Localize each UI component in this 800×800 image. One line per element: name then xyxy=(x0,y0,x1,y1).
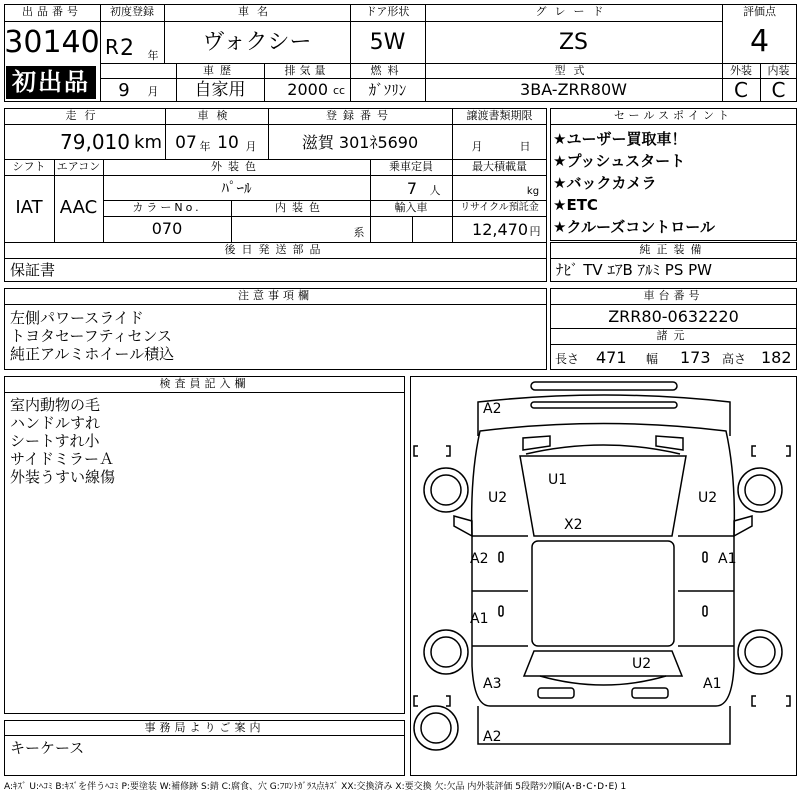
shipping-value: 保証書 xyxy=(10,261,56,279)
fuel-label: 燃料 xyxy=(370,64,405,77)
mark-hood: U1 xyxy=(548,472,568,488)
transfer-month-unit: 月 xyxy=(471,140,483,153)
plate-number: 滋賀 301ﾈ5690 xyxy=(301,133,419,152)
car-name-label: 車名 xyxy=(238,5,276,18)
import-label: 輸入車 xyxy=(394,201,428,214)
ac-label: エアコン xyxy=(56,160,101,173)
fuel: ｶﾞｿﾘﾝ xyxy=(368,81,407,99)
shift: IAT xyxy=(15,197,43,218)
ac: AAC xyxy=(59,197,98,218)
mark-left-front-door: A2 xyxy=(470,551,489,567)
shipping-label: 後日発送部品 xyxy=(224,243,327,256)
model-label: 型式 xyxy=(554,64,593,77)
mark-left-quarter: A3 xyxy=(483,676,502,692)
grade-label: グレード xyxy=(535,5,612,18)
notes-list xyxy=(10,309,174,363)
height-value: 182 xyxy=(761,348,792,367)
mileage-label: 走行 xyxy=(65,109,104,122)
registration-month: 9 xyxy=(118,80,130,101)
inspection-year-unit: 年 xyxy=(199,140,211,153)
displacement: 2000 xyxy=(287,80,328,99)
mark-roof-rear: U2 xyxy=(632,656,652,672)
era-letter: R xyxy=(105,35,119,59)
plate-label: 登録番号 xyxy=(326,109,394,122)
notes-label: 注意事項欄 xyxy=(238,289,313,302)
transfer-deadline-label: 譲渡書類期限 xyxy=(466,109,533,122)
month-unit: 月 xyxy=(147,85,159,98)
inspector-label: 検査員記入欄 xyxy=(159,377,250,390)
door-type: 5W xyxy=(369,30,406,55)
sales-points-list xyxy=(553,128,715,238)
capacity-unit: 人 xyxy=(429,184,441,197)
displacement-unit: cc xyxy=(332,84,346,97)
model-code: 3BA-ZRR80W xyxy=(520,80,627,99)
interior-label: 内装 xyxy=(767,64,790,77)
mark-right-front-fender: U2 xyxy=(698,490,718,506)
office-label: 事務局よりご案内 xyxy=(144,721,265,734)
sales-point-item: ★バックカメラ xyxy=(553,174,657,192)
interior-color-unit: 系 xyxy=(353,226,365,239)
score: 4 xyxy=(749,24,770,59)
inspector-list xyxy=(10,396,115,486)
inspector-item: サイドミラーＡ xyxy=(10,450,114,468)
sales-point-item: ★クルーズコントロール xyxy=(553,218,715,236)
legend: A:ｷｽﾞ U:ﾍｺﾐ B:ｷｽﾞを伴うﾍｺﾐ P:要塗装 W:補修跡 S:錆 C:腐食、穴 G:ﾌﾛﾝﾄｶﾞﾗｽ点ｷｽﾞ XX:交換済み X:要交換 欠:欠品 内外装評価 5段階ﾗﾝｸ順(A･B･C･D･E) 1 xyxy=(4,782,627,792)
sales-point-item: ★ユーザー買取車！ xyxy=(553,130,687,148)
exterior-color: ﾊﾟｰﾙ xyxy=(221,179,252,197)
inspection-month-unit: 月 xyxy=(245,140,257,153)
height-label: 高さ xyxy=(722,352,747,366)
grade: ZS xyxy=(558,30,589,55)
length-value: 471 xyxy=(596,348,627,367)
mark-right-quarter: A1 xyxy=(703,676,722,692)
history-label: 車歴 xyxy=(203,64,237,77)
chassis-label: 車台番号 xyxy=(643,289,704,302)
capacity-label: 乗車定員 xyxy=(389,160,433,173)
sales-point-item: ★プッシュスタート xyxy=(553,152,686,170)
note-item: 左側パワースライド xyxy=(10,309,144,327)
mark-rear-bumper: A2 xyxy=(483,729,502,745)
exterior-grade: C xyxy=(734,78,748,102)
year-unit: 年 xyxy=(147,49,159,62)
mileage: 79,010 xyxy=(60,130,130,154)
inspector-item: 室内動物の毛 xyxy=(10,396,101,414)
inspection-month: 10 xyxy=(217,133,239,153)
recycle-fee-unit: 円 xyxy=(529,225,541,238)
mark-right-front-door: A1 xyxy=(718,551,737,567)
mark-left-rear-door: A1 xyxy=(470,611,489,627)
mark-left-front-fender: U2 xyxy=(488,490,508,506)
exterior-color-label: 外装色 xyxy=(211,160,262,173)
displacement-label: 排気量 xyxy=(284,64,330,77)
options-value: ﾅﾋﾞ TV ｴｱB ｱﾙﾐ PS PW xyxy=(556,261,712,279)
first-listing-label: 初出品 xyxy=(12,68,90,96)
exterior-label: 外装 xyxy=(730,64,752,77)
note-item: 純正アルミホイール積込 xyxy=(10,345,175,363)
mileage-unit: km xyxy=(134,132,162,153)
sales-point-item: ★ETC xyxy=(553,196,598,214)
car-diagram xyxy=(410,376,797,776)
width-value: 173 xyxy=(680,348,711,367)
history: 自家用 xyxy=(194,80,246,100)
inspector-item: ハンドルすれ xyxy=(10,414,101,432)
sales-points-label: セールスポイント xyxy=(613,109,733,122)
width-label: 幅 xyxy=(646,352,659,366)
mark-windshield: X2 xyxy=(564,517,583,533)
note-item: トヨタセーフティセンス xyxy=(10,327,173,345)
inspector-item: 外装うすい線傷 xyxy=(10,468,116,486)
chassis-number: ZRR80-0632220 xyxy=(608,307,739,326)
transfer-day-unit: 日 xyxy=(519,140,531,153)
recycle-label: リサイクル預託金 xyxy=(460,202,539,213)
score-label: 評価点 xyxy=(743,5,776,18)
recycle-fee: 12,470 xyxy=(472,220,528,239)
max-load-unit: kg xyxy=(526,186,540,197)
dimensions-label: 諸元 xyxy=(656,329,691,342)
color-number: 070 xyxy=(151,219,183,238)
door-label: ドア形状 xyxy=(365,5,410,18)
options-label: 純正装備 xyxy=(639,243,708,256)
capacity: 7 xyxy=(406,179,418,198)
mark-front-bumper: A2 xyxy=(483,401,502,417)
shift-label: シフト xyxy=(12,160,46,173)
color-number-label: カラーNo. xyxy=(132,201,202,214)
interior-color-label: 内装色 xyxy=(275,201,326,214)
inspection-label: 車検 xyxy=(197,109,236,122)
lot-number-label: 出品番号 xyxy=(22,5,82,18)
office-value: キーケース xyxy=(10,739,85,757)
car-name: ヴォクシー xyxy=(202,30,312,55)
inspector-item: シートすれ小 xyxy=(10,432,100,450)
era-year: 2 xyxy=(120,36,134,61)
lot-number: 30140 xyxy=(4,25,100,60)
interior-grade: C xyxy=(771,78,786,102)
length-label: 長さ xyxy=(555,352,580,366)
max-load-label: 最大積載量 xyxy=(472,160,527,173)
first-registration-label: 初度登録 xyxy=(110,5,154,18)
inspection-year: 07 xyxy=(175,133,197,153)
